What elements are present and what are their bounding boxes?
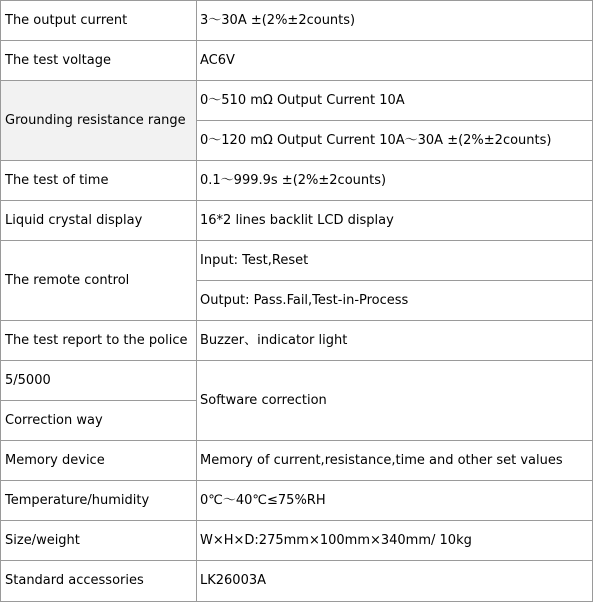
table-row-output-current xyxy=(1,1,593,41)
spec-value-lcd: 16*2 lines backlit LCD display xyxy=(197,201,593,241)
spec-value-remote-control-output: Output: Pass.Fail,Test-in-Process xyxy=(197,281,593,321)
spec-value-size-weight: W×H×D:275mm×100mm×340mm/ 10kg xyxy=(197,521,593,561)
spec-value-remote-control-input: Input: Test,Reset xyxy=(197,241,593,281)
table-row-lcd xyxy=(1,201,593,241)
spec-value-grounding-resistance-1: 0～510 mΩ Output Current 10A xyxy=(197,81,593,121)
table-row-temperature xyxy=(1,481,593,521)
spec-value-temperature: 0℃～40℃≤75%RH xyxy=(197,481,593,521)
table-row-memory xyxy=(1,441,593,481)
spec-value-test-report: Buzzer、indicator light xyxy=(197,321,593,361)
spec-label-memory: Memory device xyxy=(1,441,197,481)
spec-label-size-weight: Size/weight xyxy=(1,521,197,561)
spec-label-correction-way: Correction way xyxy=(1,401,197,441)
spec-value-test-time: 0.1～999.9s ±(2%±2counts) xyxy=(197,161,593,201)
spec-label-output-current: The output current xyxy=(1,1,197,41)
spec-value-accessories: LK26003A xyxy=(197,561,593,602)
spec-label-lcd: Liquid crystal display xyxy=(1,201,197,241)
table-row-test-report xyxy=(1,321,593,361)
spec-label-test-voltage: The test voltage xyxy=(1,41,197,81)
table-row-test-voltage xyxy=(1,41,593,81)
spec-label-accuracy: 5/5000 xyxy=(1,361,197,401)
spec-value-correction: Software correction xyxy=(197,361,593,441)
spec-label-accessories: Standard accessories xyxy=(1,561,197,602)
table-row-accessories xyxy=(1,561,593,602)
table-row-remote-control-1 xyxy=(1,241,593,281)
spec-value-grounding-resistance-2: 0～120 mΩ Output Current 10A～30A ±(2%±2counts) xyxy=(197,121,593,161)
table-row-correction-1 xyxy=(1,361,593,401)
spec-value-output-current: 3～30A ±(2%±2counts) xyxy=(197,1,593,41)
spec-label-grounding-resistance: Grounding resistance range xyxy=(1,81,197,161)
spec-label-test-time: The test of time xyxy=(1,161,197,201)
table-row-test-time xyxy=(1,161,593,201)
spec-label-temperature: Temperature/humidity xyxy=(1,481,197,521)
table-row-grounding-resistance-1 xyxy=(1,81,593,121)
spec-value-memory: Memory of current,resistance,time and other set values xyxy=(197,441,593,481)
spec-label-remote-control: The remote control xyxy=(1,241,197,321)
spec-value-test-voltage: AC6V xyxy=(197,41,593,81)
spec-label-test-report: The test report to the police xyxy=(1,321,197,361)
table-row-size-weight xyxy=(1,521,593,561)
